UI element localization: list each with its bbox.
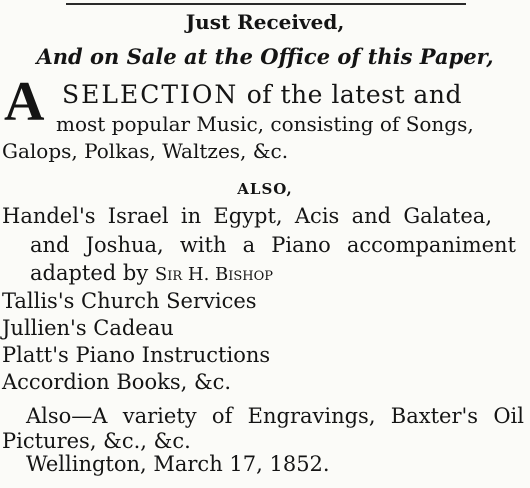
drop-cap: A <box>4 71 45 133</box>
list-item-jullien: Jullien's Cadeau <box>2 316 174 340</box>
also-variety-line-2: Pictures, &c., &c. <box>2 429 191 453</box>
handel-line-2 <box>30 233 516 257</box>
handel-line-3-name: Sir H. Bishop <box>154 264 274 285</box>
dateline: Wellington, March 17, 1852. <box>26 452 330 476</box>
selection-line-2: most popular Music, consisting of Songs, <box>56 112 474 136</box>
selection-caps: SELECTION <box>62 80 239 109</box>
list-item-accordion: Accordion Books, &c. <box>2 370 232 394</box>
ad-heading: Just Received, <box>185 10 345 34</box>
handel-line-1 <box>2 204 492 228</box>
selection-line-1 <box>62 80 462 109</box>
also-variety-line-1-text: Also—A variety of Engravings, Baxter's Oil <box>26 404 524 428</box>
handel-line-2-text: and Joshua, with a Piano accompaniment <box>30 233 516 257</box>
list-item-tallis: Tallis's Church Services <box>2 289 257 313</box>
selection-line-3: Galops, Polkas, Waltzes, &c. <box>2 139 289 163</box>
handel-line-3-prefix: adapted by <box>30 261 155 285</box>
ad-subheading: And on Sale at the Office of this Paper, <box>36 44 494 69</box>
handel-line-1-text: Handel's Israel in Egypt, Acis and Galatea, <box>2 204 492 228</box>
also-label: ALSO, <box>237 180 293 198</box>
also-variety-line-1 <box>26 404 524 428</box>
list-item-platt: Platt's Piano Instructions <box>2 343 271 367</box>
handel-line-3 <box>30 261 273 285</box>
selection-rest: of the latest and <box>238 80 462 109</box>
